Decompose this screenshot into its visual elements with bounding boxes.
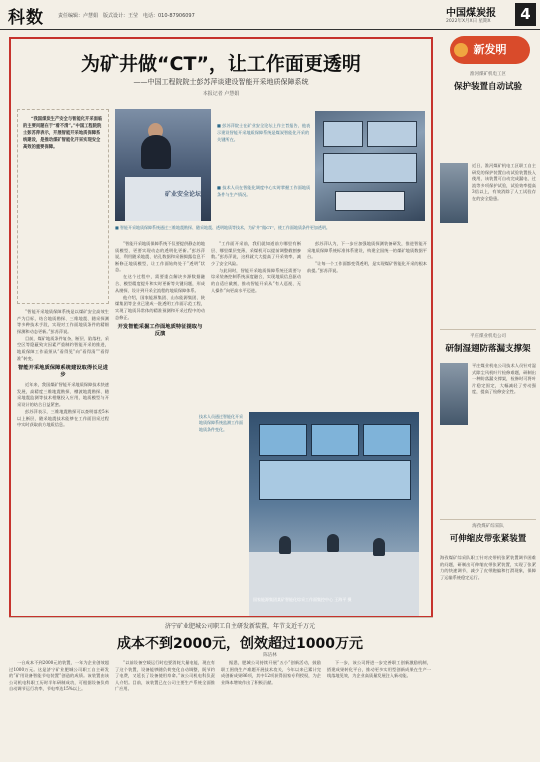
item-1-text: 近日，淮河煤矿机电工区职工自主研发的保护装置自动试验装置投入使用，该装置可自动完成漏电、过流等多项保护试验，试验效率提高3倍以上，有效消除了人工试验存在的安全隐患。 (472, 163, 536, 201)
lead-text: “我国煤炭生产安全与智能化开采面临的主要问题在于“看不清”。”中国工程院院士彭苏萍表示，开展智能开采地质保障系统建设，是推动煤矿智能化开采实现安全高效的重要保障。 (23, 117, 103, 150)
section-title: 科数 (8, 8, 44, 28)
masthead (0, 0, 540, 30)
mine-photo-side-caption: 技术人员通过智能化开采地质保障系统监测工作面地质条件变化。 (199, 414, 243, 432)
lead-box (17, 109, 109, 304)
item-2-photo (440, 363, 468, 425)
item-3-title: 可伸缩皮带张紧装置 (449, 534, 527, 544)
bottom-headline: 成本不到2000元，创效超过1000万元 (117, 636, 363, 652)
article-headline: 为矿井做“CT”，让工作面更透明 (81, 53, 361, 75)
article-column-2: “智能开采地质保障系统不仅要提供静态的地质模型，更要实现动态的透明化更新。”彭苏萍说，利用随采地震、钻孔数据和采掘揭露信息不断修正地质模型，让工作面始终处于“透明”状态。 在这个过程中，需要重点解决多源数据融合、模型精度提升和实时更新等关键问题，形成从勘探、设计到开采全流程的地质保障体系。 他介绍，国家能源集团、山东能源集团、陕煤集团等企业已建成一批透明工作面示范工程，实现了地质异常体的精准预测和开采过程中的动态修正。 开发智能采掘工作面地质特征提取与反演 (115, 241, 205, 338)
item-2-title: 研制湿翅防落漏支撑架 (445, 344, 531, 354)
bottom-column-4: 下一步，该公司将进一步完善职工创新激励机制，搭建成果转化平台，推动更多实用型创新成果在生产一线落地见效，为企业高质量发展注入新动能。 (327, 660, 431, 679)
item-3-kicker: 海孜煤矿综采队 (472, 524, 504, 529)
item-2-text: 平庄煤业机电公司技术人员针对湿式除尘风机叶片检修难题，研制出一种防落漏支撑架，检修时可将叶片稳定固定，大幅减轻了劳动强度，提高了检修安全性。 (472, 363, 536, 395)
new-invention-badge: 新发明 (450, 36, 530, 64)
mine-photo-caption: 国家能源集团某矿智能化综采工作面集控中心 王海平 摄 (253, 597, 352, 602)
speaker-photo-caption: ■ 彭苏萍院士在矿业安全论坛上作主旨报告，他表示建设智能开采地质保障系统是煤炭智能化开采的关键所在。 (217, 123, 311, 142)
article-byline: 本报记者 卢慧娟 (202, 91, 240, 97)
item-2-kicker: 平庄煤业机电公司 (470, 334, 506, 339)
article-column-4: 彭苏萍认为，下一步应加强地质探测装备研发，推进智能开采地质保障系统标准体系建设，构建全国统一的煤矿地质数据平台。 “让每一个工作面都变得透明，是实现煤矿智能化开采的根本前提。”彭苏萍说。 (307, 241, 427, 273)
article-column-3: “工作面开采前，我们就知道前方哪里有断层、哪里煤层变薄，采煤机可以提前调整截割参数。”彭苏萍说，这样就大大提高了开采效率，减少了安全风险。 与此同时，智能开采地质保障系统还需要与综采装备控制系统深度融合，实现地质信息驱动的自适应截割，推动智能开采从“有人巡视、无人操作”向更高水平迈进。 (211, 241, 301, 293)
article-subhead: ——中国工程院院士彭苏萍谈建设智能开采地质保障系统 (133, 78, 309, 86)
column-2-subtitle: 开发智能采掘工作面地质特征提取与反演 (117, 324, 203, 338)
mine-control-center-photo (249, 412, 419, 616)
control-room-caption: ■ 技术人员在智能化调度中心实时掌握工作面地质条件与生产情况。 (217, 185, 311, 197)
column-1-subtitle: 智能开采地质保障系统建设取得长足进步 (17, 365, 109, 379)
bottom-column-2: “以前设备空载运行时也要消耗大量电能，现在有了这个装置，设备能够随负荷变化自动调整，既节约了电费，又延长了设备使用寿命。”该公司机电科负责人介绍。目前，该装置已在公司主要生产系统全面推广应用。 (115, 660, 215, 692)
bottom-byline: 陈洁林 (263, 653, 277, 658)
bottom-kicker: 济宁矿业肥城公司职工自主研发新装置，年节支近千万元 (164, 623, 315, 630)
right-column (438, 33, 538, 618)
bottom-column-3: 据悉，肥城公司持续开展“五小”创新活动，鼓励职工围绕生产难题开展技术攻关，今年以来已累计完成创新成果86项，其中12项获得国家专利授权，为企业降本增效作出了积极贡献。 (221, 660, 321, 685)
item-1-photo (440, 163, 468, 223)
editor-info: 责任编辑：卢慧娟 版式设计：王莹 电话：010-87906097 (58, 13, 195, 19)
item-1-kicker: 淮河煤矿机电工区 (470, 72, 506, 77)
podium-label: 矿业安全论坛 (165, 191, 202, 198)
item-1-title: 保护装置自动试验 (453, 82, 522, 92)
bottom-column-1: 一台成本不到2000元的装置，一年为企业创效超过1000万元。这是济宁矿业肥城公司职工自主研发的“矿用设备智能节电装置”创造的成绩。该装置由该公司机电科职工历时半年研制成功，可根据设备负荷自动调节运行功率，节电率达15%以上。 (9, 660, 109, 692)
photo-note: ■ 智能开采地质保障系统通过三维地震勘探、随采地震、透明地质等技术，为矿井“做CT”，使工作面地质条件更加透明。 (115, 225, 330, 230)
speaker-photo (115, 109, 211, 221)
issue-date: 2022年X月X日 星期X (446, 19, 491, 24)
article-column-1: “智能开采地质保障系统是以煤矿安全高效生产为目标，结合地质勘探、三维地震、随采探测等多种技术手段，实现对工作面地质条件的精细探测和动态更新。”彭苏萍说。 目前，煤矿地质条件复杂，断层、陷落柱、采空区等隐蔽致灾因素严重制约智能开采的推进，地质保障工作亟须从“看得见”向“看得清”“看得准”转变。 智能开采地质保障系统建设取得长足进步 近年来，我国煤矿智能开采地质保障技术快速发展，高精度三维地震勘探、槽波地震勘探、随采地震监测等技术相继投入应用，地质模型与开采设计的结合日益紧密。 彭苏萍表示，三维地震勘探可以查明落差5米以上断层，随采地震技术能够在工作面回采过程中实时获取前方地质信息。 (17, 309, 109, 428)
badge-dot-icon (454, 43, 468, 57)
newspaper-name: 中国煤炭报 (446, 8, 496, 19)
lead-article (9, 37, 433, 618)
page-number: 4 (515, 3, 536, 26)
control-room-photo (315, 111, 425, 221)
item-3-text: 海孜煤矿综采队职工针对皮带机张紧装置调节困难的问题，研制出可伸缩皮带张紧装置，实现了张紧力的快速调节，减少了皮带跑偏和打滑现象，保障了运输系统稳定运行。 (440, 555, 536, 580)
